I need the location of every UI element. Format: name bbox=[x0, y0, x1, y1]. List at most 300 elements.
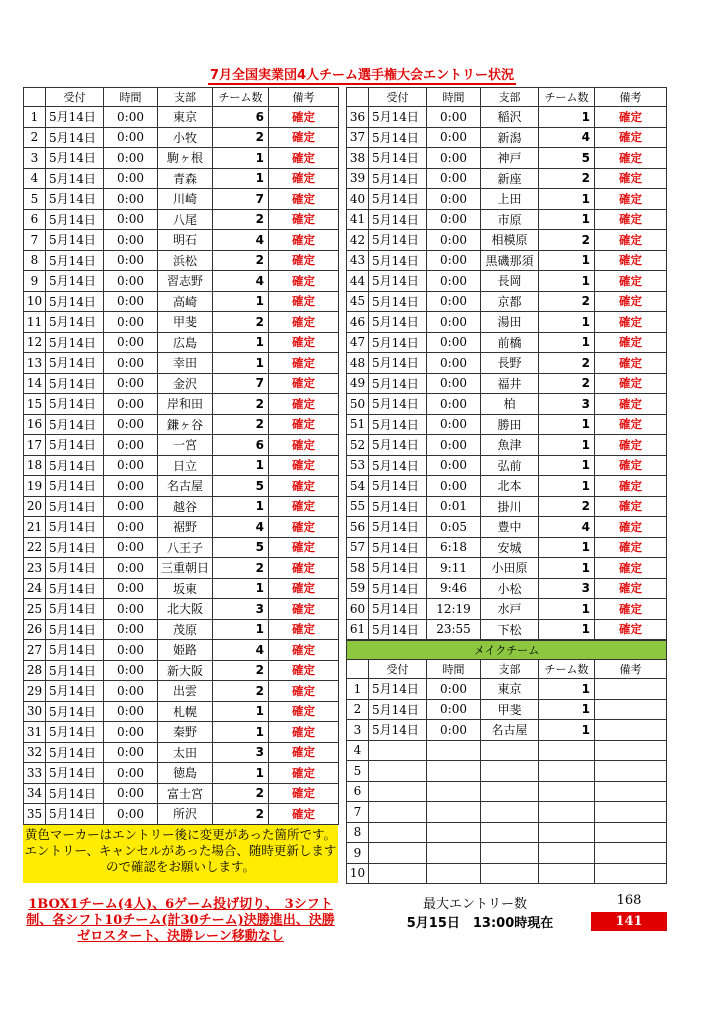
row-number: 57 bbox=[347, 537, 369, 558]
branch-name: 甲斐 bbox=[481, 699, 539, 720]
branch-name: 下松 bbox=[481, 619, 539, 640]
branch-name: 長岡 bbox=[481, 271, 539, 292]
team-count: 4 bbox=[539, 127, 595, 148]
entry-time: 0:00 bbox=[427, 291, 481, 312]
row-number: 6 bbox=[24, 209, 46, 230]
status bbox=[595, 740, 667, 761]
branch-name: 安城 bbox=[481, 537, 539, 558]
entry-time bbox=[427, 781, 481, 802]
row-number: 16 bbox=[24, 414, 46, 435]
entry-date bbox=[369, 802, 427, 823]
entry-time bbox=[427, 843, 481, 864]
row-number: 56 bbox=[347, 517, 369, 538]
table-row bbox=[347, 578, 667, 599]
status: 確定 bbox=[595, 230, 667, 251]
status: 確定 bbox=[269, 168, 339, 189]
status: 確定 bbox=[595, 496, 667, 517]
branch-name bbox=[481, 863, 539, 884]
entry-time: 0:00 bbox=[427, 271, 481, 292]
row-number: 31 bbox=[24, 722, 46, 743]
entry-date: 5月14日 bbox=[369, 679, 427, 700]
rules-text: 1BOX1チーム(4人)、6ゲーム投げ切り、 3シフト制、各シフト10チーム(計30チーム)決勝進出、決勝ゼロスタート、決勝レーン移動なし bbox=[26, 897, 335, 944]
branch-name: 前橋 bbox=[481, 332, 539, 353]
entry-date: 5月14日 bbox=[369, 578, 427, 599]
entry-time: 0:00 bbox=[427, 679, 481, 700]
branch-name: 明石 bbox=[158, 230, 213, 251]
entry-date bbox=[369, 822, 427, 843]
status: 確定 bbox=[269, 578, 339, 599]
branch-name: 名古屋 bbox=[481, 720, 539, 741]
row-number: 43 bbox=[347, 250, 369, 271]
entry-time: 0:00 bbox=[104, 394, 158, 415]
entry-date: 5月14日 bbox=[46, 722, 104, 743]
entry-date: 5月14日 bbox=[369, 558, 427, 579]
entry-time: 0:00 bbox=[104, 332, 158, 353]
team-count: 5 bbox=[539, 148, 595, 169]
entry-date: 5月14日 bbox=[46, 127, 104, 148]
entry-date: 5月14日 bbox=[46, 312, 104, 333]
team-count: 1 bbox=[213, 353, 269, 374]
entry-time: 0:00 bbox=[104, 373, 158, 394]
branch-name: 富士宮 bbox=[158, 783, 213, 804]
table-row bbox=[24, 558, 339, 579]
entry-time: 0:00 bbox=[104, 599, 158, 620]
entry-date: 5月14日 bbox=[369, 312, 427, 333]
team-count: 1 bbox=[213, 168, 269, 189]
table-row bbox=[24, 681, 339, 702]
team-count bbox=[539, 843, 595, 864]
table-row bbox=[347, 189, 667, 210]
table-row bbox=[347, 699, 667, 720]
row-number: 7 bbox=[347, 802, 369, 823]
team-count: 2 bbox=[213, 394, 269, 415]
entry-date bbox=[369, 863, 427, 884]
team-count: 1 bbox=[539, 679, 595, 700]
table-row bbox=[347, 517, 667, 538]
branch-name: 駒ヶ根 bbox=[158, 148, 213, 169]
status: 確定 bbox=[595, 394, 667, 415]
entry-time: 0:00 bbox=[104, 271, 158, 292]
entry-date: 5月14日 bbox=[46, 640, 104, 661]
status bbox=[595, 679, 667, 700]
team-count: 1 bbox=[539, 189, 595, 210]
entry-date: 5月14日 bbox=[369, 435, 427, 456]
status: 確定 bbox=[595, 455, 667, 476]
status bbox=[595, 802, 667, 823]
team-count: 1 bbox=[213, 291, 269, 312]
team-count: 1 bbox=[539, 312, 595, 333]
team-count bbox=[539, 761, 595, 782]
status: 確定 bbox=[595, 209, 667, 230]
entry-date: 5月14日 bbox=[46, 353, 104, 374]
table-row bbox=[24, 107, 339, 128]
branch-name: 市原 bbox=[481, 209, 539, 230]
table-row bbox=[24, 127, 339, 148]
branch-name: 岸和田 bbox=[158, 394, 213, 415]
row-number: 48 bbox=[347, 353, 369, 374]
branch-name: 福井 bbox=[481, 373, 539, 394]
team-count: 1 bbox=[539, 599, 595, 620]
status: 確定 bbox=[595, 537, 667, 558]
entry-time: 0:00 bbox=[427, 699, 481, 720]
team-count: 1 bbox=[213, 148, 269, 169]
status: 確定 bbox=[595, 250, 667, 271]
status: 確定 bbox=[269, 763, 339, 784]
table-row bbox=[24, 455, 339, 476]
table-row bbox=[347, 271, 667, 292]
row-number: 12 bbox=[24, 332, 46, 353]
entry-date: 5月14日 bbox=[46, 107, 104, 128]
row-number: 5 bbox=[347, 761, 369, 782]
entry-time: 23:55 bbox=[427, 619, 481, 640]
row-number: 14 bbox=[24, 373, 46, 394]
row-number: 25 bbox=[24, 599, 46, 620]
table-row bbox=[347, 496, 667, 517]
row-number: 47 bbox=[347, 332, 369, 353]
table-row bbox=[347, 230, 667, 251]
header-note: 備考 bbox=[595, 660, 667, 679]
row-number: 26 bbox=[24, 619, 46, 640]
row-number: 34 bbox=[24, 783, 46, 804]
branch-name: 太田 bbox=[158, 742, 213, 763]
entry-time: 0:00 bbox=[427, 353, 481, 374]
entry-time: 0:00 bbox=[427, 332, 481, 353]
header-time: 時間 bbox=[104, 88, 158, 107]
entry-time: 0:00 bbox=[427, 189, 481, 210]
team-count: 3 bbox=[213, 599, 269, 620]
entry-time: 0:00 bbox=[104, 496, 158, 517]
branch-name: 東京 bbox=[481, 679, 539, 700]
team-count: 4 bbox=[213, 271, 269, 292]
entry-time bbox=[427, 740, 481, 761]
entry-table-right bbox=[346, 87, 667, 640]
status: 確定 bbox=[269, 722, 339, 743]
entry-date: 5月14日 bbox=[369, 291, 427, 312]
status: 確定 bbox=[595, 291, 667, 312]
table-row bbox=[24, 619, 339, 640]
status: 確定 bbox=[269, 353, 339, 374]
table-row bbox=[347, 476, 667, 497]
header-branch: 支部 bbox=[158, 88, 213, 107]
entry-date bbox=[369, 843, 427, 864]
team-count bbox=[539, 740, 595, 761]
entry-time: 0:00 bbox=[427, 476, 481, 497]
entry-time: 0:00 bbox=[104, 742, 158, 763]
row-number: 6 bbox=[347, 781, 369, 802]
table-row bbox=[24, 599, 339, 620]
entry-date: 5月14日 bbox=[369, 619, 427, 640]
table-row bbox=[24, 373, 339, 394]
entry-date: 5月14日 bbox=[46, 599, 104, 620]
status: 確定 bbox=[269, 394, 339, 415]
entry-time: 0:00 bbox=[427, 720, 481, 741]
entry-time: 0:00 bbox=[104, 537, 158, 558]
table-row bbox=[347, 127, 667, 148]
status: 確定 bbox=[269, 517, 339, 538]
entry-time: 0:00 bbox=[427, 373, 481, 394]
row-number: 4 bbox=[347, 740, 369, 761]
branch-name: 姫路 bbox=[158, 640, 213, 661]
header-time: 時間 bbox=[427, 660, 481, 679]
table-row bbox=[24, 722, 339, 743]
row-number: 29 bbox=[24, 681, 46, 702]
table-row bbox=[347, 332, 667, 353]
entry-time: 0:05 bbox=[427, 517, 481, 538]
entry-date: 5月14日 bbox=[369, 271, 427, 292]
branch-name: 新座 bbox=[481, 168, 539, 189]
row-number: 7 bbox=[24, 230, 46, 251]
team-count: 1 bbox=[213, 763, 269, 784]
table-row bbox=[24, 435, 339, 456]
row-number: 3 bbox=[347, 720, 369, 741]
row-number: 41 bbox=[347, 209, 369, 230]
branch-name: 掛川 bbox=[481, 496, 539, 517]
entry-date: 5月14日 bbox=[46, 189, 104, 210]
status: 確定 bbox=[595, 271, 667, 292]
team-count bbox=[539, 781, 595, 802]
entry-date: 5月14日 bbox=[46, 230, 104, 251]
team-count bbox=[539, 863, 595, 884]
entry-date: 5月14日 bbox=[46, 517, 104, 538]
status bbox=[595, 720, 667, 741]
status: 確定 bbox=[269, 209, 339, 230]
row-number: 21 bbox=[24, 517, 46, 538]
table-header bbox=[347, 88, 667, 107]
status: 確定 bbox=[595, 619, 667, 640]
team-count: 1 bbox=[539, 332, 595, 353]
entry-time: 9:46 bbox=[427, 578, 481, 599]
entry-time: 0:00 bbox=[427, 312, 481, 333]
entry-time: 0:00 bbox=[104, 230, 158, 251]
team-count: 2 bbox=[539, 291, 595, 312]
team-count: 1 bbox=[539, 476, 595, 497]
table-row bbox=[347, 107, 667, 128]
header-date: 受付 bbox=[369, 88, 427, 107]
branch-name: 黒磯那須 bbox=[481, 250, 539, 271]
status: 確定 bbox=[269, 250, 339, 271]
entry-date: 5月14日 bbox=[369, 107, 427, 128]
row-number: 2 bbox=[347, 699, 369, 720]
header-note: 備考 bbox=[269, 88, 339, 107]
entry-time: 0:00 bbox=[427, 455, 481, 476]
entry-date: 5月14日 bbox=[369, 373, 427, 394]
status: 確定 bbox=[269, 291, 339, 312]
team-count: 2 bbox=[213, 660, 269, 681]
entry-time bbox=[427, 822, 481, 843]
total-entries: 141 bbox=[591, 912, 667, 931]
row-number: 13 bbox=[24, 353, 46, 374]
team-count: 3 bbox=[539, 578, 595, 599]
branch-name: 稲沢 bbox=[481, 107, 539, 128]
entry-time: 0:00 bbox=[104, 414, 158, 435]
branch-name: 習志野 bbox=[158, 271, 213, 292]
branch-name: 長野 bbox=[481, 353, 539, 374]
entry-date: 5月14日 bbox=[46, 558, 104, 579]
table-row bbox=[24, 189, 339, 210]
entry-date: 5月14日 bbox=[46, 291, 104, 312]
row-number: 61 bbox=[347, 619, 369, 640]
status: 確定 bbox=[269, 332, 339, 353]
entry-date: 5月14日 bbox=[369, 699, 427, 720]
entry-date: 5月14日 bbox=[369, 353, 427, 374]
entry-date: 5月14日 bbox=[46, 537, 104, 558]
row-number: 22 bbox=[24, 537, 46, 558]
team-count: 7 bbox=[213, 373, 269, 394]
entry-time: 0:00 bbox=[104, 209, 158, 230]
team-count: 2 bbox=[539, 373, 595, 394]
branch-name: 小田原 bbox=[481, 558, 539, 579]
row-number: 3 bbox=[24, 148, 46, 169]
row-number: 59 bbox=[347, 578, 369, 599]
row-number: 28 bbox=[24, 660, 46, 681]
status: 確定 bbox=[269, 681, 339, 702]
branch-name: 越谷 bbox=[158, 496, 213, 517]
entry-date: 5月14日 bbox=[46, 763, 104, 784]
branch-name: 出雲 bbox=[158, 681, 213, 702]
team-count: 3 bbox=[539, 394, 595, 415]
row-number: 8 bbox=[347, 822, 369, 843]
entry-time: 0:00 bbox=[427, 394, 481, 415]
entry-time: 0:00 bbox=[104, 250, 158, 271]
branch-name: 川崎 bbox=[158, 189, 213, 210]
status: 確定 bbox=[595, 435, 667, 456]
team-count: 1 bbox=[539, 435, 595, 456]
row-number: 36 bbox=[347, 107, 369, 128]
branch-name: 金沢 bbox=[158, 373, 213, 394]
entry-time: 9:11 bbox=[427, 558, 481, 579]
row-number: 5 bbox=[24, 189, 46, 210]
status: 確定 bbox=[269, 640, 339, 661]
table-row bbox=[347, 148, 667, 169]
team-count: 1 bbox=[213, 578, 269, 599]
team-count: 1 bbox=[539, 537, 595, 558]
row-number: 38 bbox=[347, 148, 369, 169]
row-number: 24 bbox=[24, 578, 46, 599]
team-count: 1 bbox=[213, 455, 269, 476]
branch-name: 三重朝日 bbox=[158, 558, 213, 579]
status: 確定 bbox=[269, 127, 339, 148]
entry-time: 0:00 bbox=[104, 558, 158, 579]
entry-time: 0:00 bbox=[104, 722, 158, 743]
status: 確定 bbox=[269, 189, 339, 210]
branch-name: 水戸 bbox=[481, 599, 539, 620]
table-row bbox=[24, 804, 339, 825]
status: 確定 bbox=[595, 517, 667, 538]
status: 確定 bbox=[595, 168, 667, 189]
status bbox=[595, 863, 667, 884]
entry-time: 0:00 bbox=[104, 148, 158, 169]
row-number: 35 bbox=[24, 804, 46, 825]
entry-time: 0:00 bbox=[104, 763, 158, 784]
as-of-timestamp: 5月15日 13:00時現在 bbox=[406, 916, 554, 931]
table-row bbox=[347, 455, 667, 476]
table-row bbox=[24, 742, 339, 763]
table-row bbox=[347, 558, 667, 579]
branch-name: 柏 bbox=[481, 394, 539, 415]
row-number: 11 bbox=[24, 312, 46, 333]
entry-date bbox=[369, 781, 427, 802]
row-number: 54 bbox=[347, 476, 369, 497]
team-count: 5 bbox=[213, 537, 269, 558]
team-count: 7 bbox=[213, 189, 269, 210]
entry-time: 0:00 bbox=[104, 455, 158, 476]
entry-date: 5月14日 bbox=[46, 783, 104, 804]
branch-name: 裾野 bbox=[158, 517, 213, 538]
row-number: 23 bbox=[24, 558, 46, 579]
table-row bbox=[347, 720, 667, 741]
team-count: 4 bbox=[539, 517, 595, 538]
team-count: 6 bbox=[213, 107, 269, 128]
row-number: 52 bbox=[347, 435, 369, 456]
entry-date: 5月14日 bbox=[46, 742, 104, 763]
make-team-title: メイクチーム bbox=[347, 641, 667, 660]
entry-date: 5月14日 bbox=[46, 455, 104, 476]
branch-name: 北大阪 bbox=[158, 599, 213, 620]
entry-date: 5月14日 bbox=[46, 148, 104, 169]
table-row bbox=[24, 414, 339, 435]
header-date: 受付 bbox=[46, 88, 104, 107]
status: 確定 bbox=[269, 312, 339, 333]
branch-name: 札幌 bbox=[158, 701, 213, 722]
row-number: 17 bbox=[24, 435, 46, 456]
entry-date: 5月14日 bbox=[46, 496, 104, 517]
status: 確定 bbox=[269, 373, 339, 394]
status: 確定 bbox=[595, 332, 667, 353]
entry-time: 0:00 bbox=[104, 640, 158, 661]
branch-name: 東京 bbox=[158, 107, 213, 128]
entry-time bbox=[427, 761, 481, 782]
entry-date: 5月14日 bbox=[46, 373, 104, 394]
status: 確定 bbox=[595, 353, 667, 374]
team-count: 4 bbox=[213, 517, 269, 538]
team-count: 2 bbox=[213, 558, 269, 579]
branch-name: 坂東 bbox=[158, 578, 213, 599]
row-number: 58 bbox=[347, 558, 369, 579]
entry-date: 5月14日 bbox=[46, 701, 104, 722]
entry-time: 0:00 bbox=[104, 804, 158, 825]
entry-date: 5月14日 bbox=[369, 599, 427, 620]
team-count bbox=[539, 802, 595, 823]
status bbox=[595, 761, 667, 782]
entry-time: 0:00 bbox=[104, 291, 158, 312]
entry-time: 0:00 bbox=[104, 783, 158, 804]
entry-date: 5月14日 bbox=[369, 394, 427, 415]
entry-time: 0:00 bbox=[104, 701, 158, 722]
branch-name: 浜松 bbox=[158, 250, 213, 271]
header-branch: 支部 bbox=[481, 660, 539, 679]
status: 確定 bbox=[595, 373, 667, 394]
team-count: 2 bbox=[539, 496, 595, 517]
branch-name: 小松 bbox=[481, 578, 539, 599]
entry-table-left bbox=[23, 87, 339, 825]
table-row bbox=[347, 761, 667, 782]
page-title: 7月全国実業団4人チーム選手権大会エントリー状況 bbox=[209, 68, 515, 83]
table-row bbox=[347, 168, 667, 189]
entry-time: 0:00 bbox=[104, 435, 158, 456]
entry-date: 5月14日 bbox=[369, 414, 427, 435]
entry-date: 5月14日 bbox=[369, 455, 427, 476]
branch-name: 青森 bbox=[158, 168, 213, 189]
table-row bbox=[347, 353, 667, 374]
row-number: 33 bbox=[24, 763, 46, 784]
team-count: 5 bbox=[213, 476, 269, 497]
entry-date: 5月14日 bbox=[46, 209, 104, 230]
entry-date: 5月14日 bbox=[369, 189, 427, 210]
table-row bbox=[347, 209, 667, 230]
team-count: 1 bbox=[213, 722, 269, 743]
status: 確定 bbox=[269, 783, 339, 804]
entry-time: 0:00 bbox=[427, 209, 481, 230]
